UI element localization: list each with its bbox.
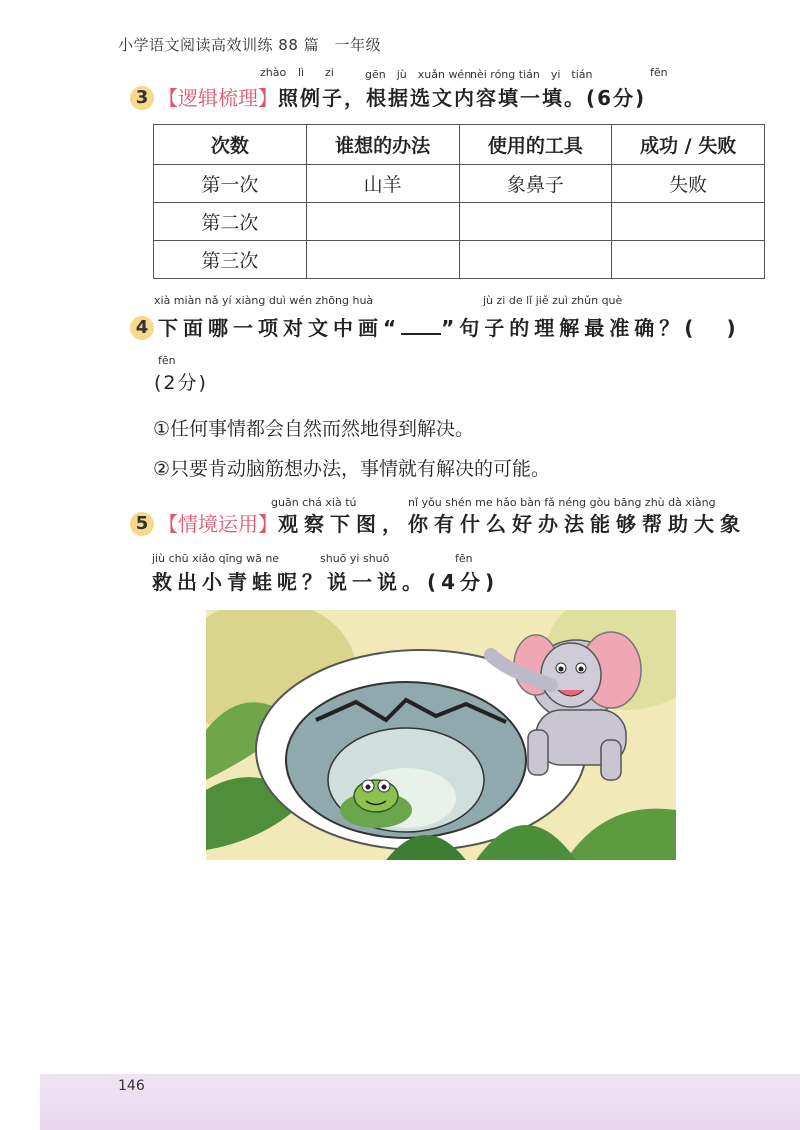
pinyin-q4-a: xià miàn nǎ yí xiàng duì wén zhōng huà: [154, 294, 374, 307]
pinyin-q3-genjuxuanwen: gēn jù xuǎn wén: [365, 68, 472, 81]
pinyin-q3-fen: fēn: [650, 66, 668, 79]
answer-bracket-close[interactable]: ): [726, 316, 741, 340]
option-2[interactable]: ②只要肯动脑筋想办法，事情就有解决的可能。: [153, 458, 551, 480]
elephant-frog-illustration: [206, 610, 676, 860]
table-answer-cell[interactable]: [459, 241, 612, 279]
table-header-cell: 次数: [154, 125, 307, 165]
question-tag: 【逻辑梳理】: [158, 86, 278, 110]
table-cell: 第二次: [154, 203, 307, 241]
table-answer-cell[interactable]: [612, 203, 765, 241]
question-5-line-1: [158, 508, 746, 537]
table-cell: 象鼻子: [459, 165, 612, 203]
question-5: [130, 494, 770, 594]
table-cell: 第一次: [154, 165, 307, 203]
table-row: [154, 241, 765, 279]
table-cell: 第三次: [154, 241, 307, 279]
question-4: [130, 292, 770, 402]
table-header-cell: 成功 / 失败: [612, 125, 765, 165]
question-5-text-1: 观察下图，你有什么好办法能够帮助大象: [278, 512, 746, 536]
table-answer-cell[interactable]: [612, 241, 765, 279]
option-1[interactable]: ①任何事情都会自然而然地得到解决。: [153, 418, 475, 440]
pinyin-q3-zhao: zhào: [260, 66, 287, 79]
page-footer-band: [40, 1074, 800, 1130]
pinyin-q3-li: lì: [298, 66, 305, 79]
table-cell: 失败: [612, 165, 765, 203]
table-header-cell: 谁想的办法: [306, 125, 459, 165]
table-answer-cell[interactable]: [459, 203, 612, 241]
answer-table: [153, 124, 765, 279]
question-tag: 【情境运用】: [158, 512, 278, 536]
pinyin-q4-b: jù zi de lǐ jiě zuì zhǔn què: [483, 294, 623, 307]
question-number-badge: 3: [130, 86, 154, 110]
well-scene-image: [206, 610, 676, 860]
question-5-line-2: 救出小青蛙呢？说一说。(4分): [152, 570, 500, 594]
pinyin-q5-a: guān chá xià tú: [271, 496, 357, 509]
question-4-score: (2分): [154, 372, 208, 394]
pinyin-q3-neirongtian: nèi róng tián yi tián: [470, 68, 593, 81]
table-answer-cell[interactable]: [306, 203, 459, 241]
table-row: [154, 165, 765, 203]
question-3: [130, 60, 770, 120]
table-header-row: [154, 125, 765, 165]
pinyin-q5-c: jiù chū xiǎo qīng wā ne: [152, 552, 280, 565]
underline-blank: [401, 317, 441, 335]
pinyin-q5-b: nǐ yǒu shén me hǎo bàn fǎ néng gòu bāng zhù dà xiàng: [408, 496, 716, 509]
table-header-cell: 使用的工具: [459, 125, 612, 165]
page-number: 146: [118, 1078, 145, 1094]
question-number-badge: 5: [130, 512, 154, 536]
table-answer-cell[interactable]: [306, 241, 459, 279]
question-number-badge: 4: [130, 316, 154, 340]
pinyin-q5-d: shuō yi shuō: [320, 552, 390, 565]
pinyin-q5-e: fēn: [455, 552, 473, 565]
table-cell: 山羊: [306, 165, 459, 203]
book-header: 小学语文阅读高效训练 88 篇 一年级: [118, 36, 382, 54]
question-4-text-a: 下面哪一项对文中画“: [158, 316, 402, 340]
pinyin-q4-fen: fēn: [158, 354, 176, 367]
table-row: [154, 203, 765, 241]
pinyin-q3-zi: zi: [325, 66, 334, 79]
question-3-line: [158, 82, 646, 111]
question-4-text-b: ”句子的理解最准确？(: [441, 316, 699, 340]
question-3-text: 照例子，根据选文内容填一填。(6分): [278, 86, 647, 110]
question-4-line: [158, 312, 741, 341]
